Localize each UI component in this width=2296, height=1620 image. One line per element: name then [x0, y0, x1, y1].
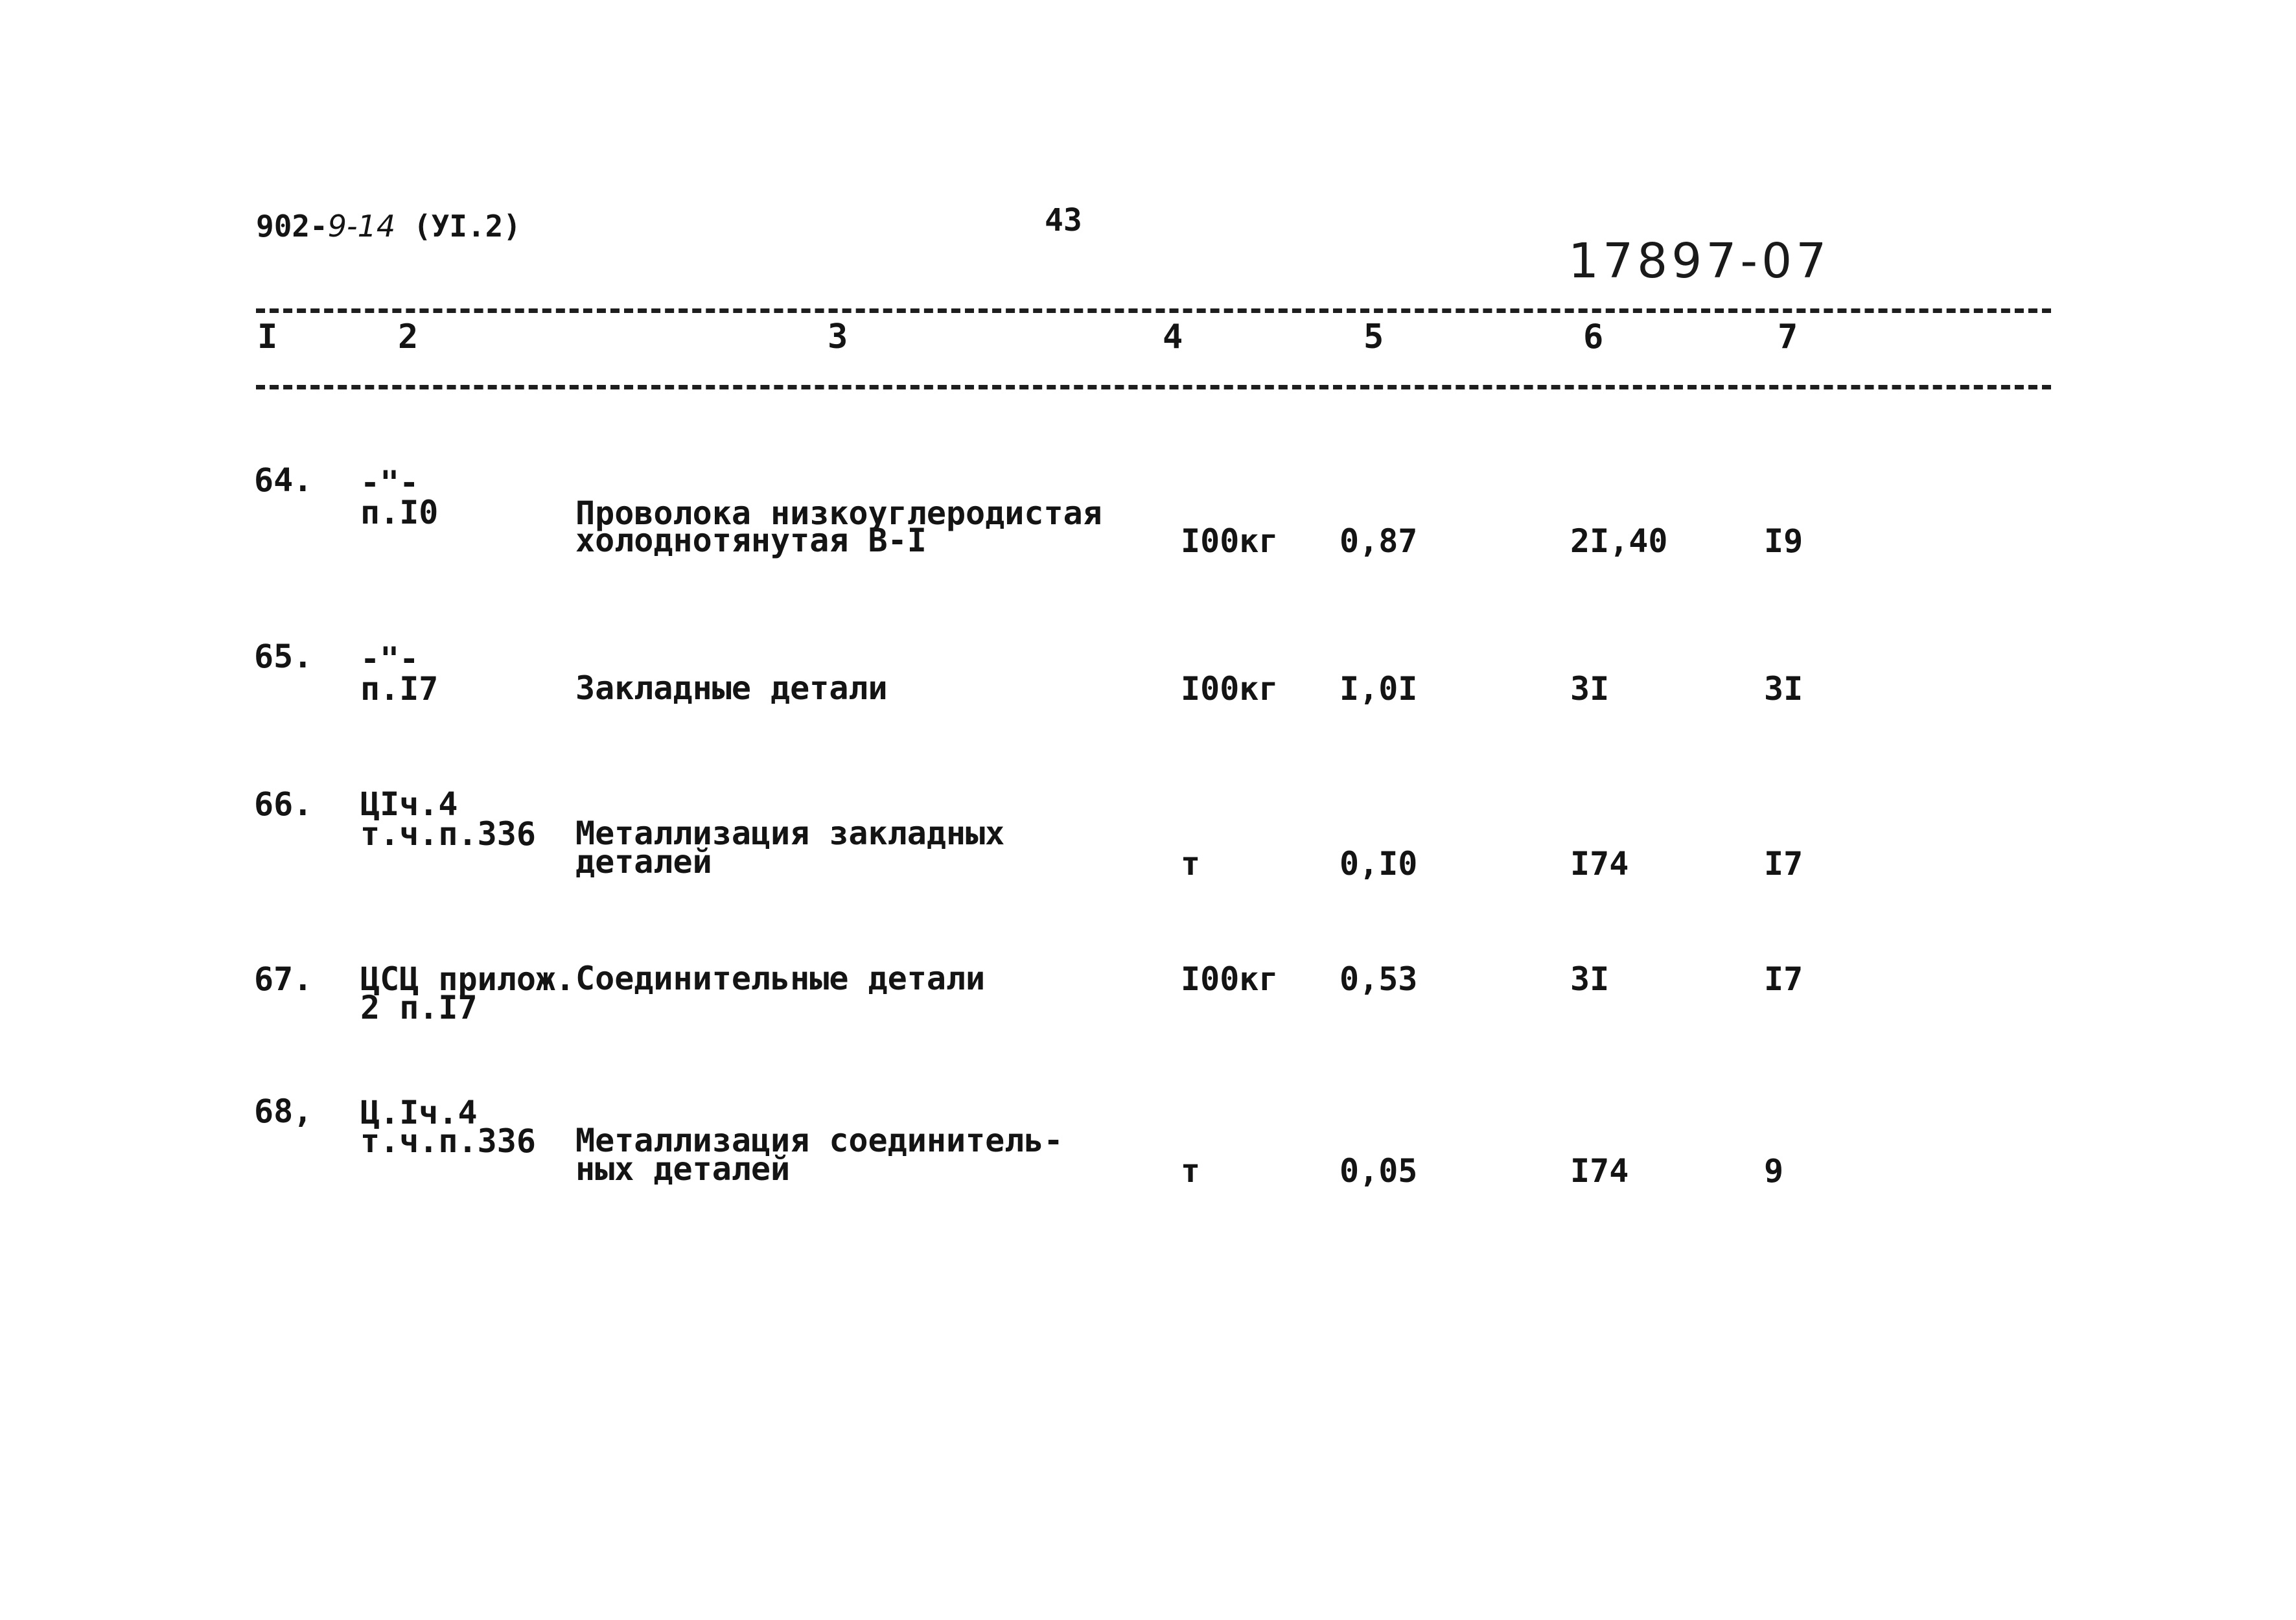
column-header-6: 6	[1583, 318, 1604, 356]
description-line-1: Металлизация соединитель-	[575, 1122, 1063, 1159]
row-number: 67.	[254, 960, 313, 998]
header-bottom-divider	[256, 385, 2051, 389]
reference-line-2: 2 п.I7	[360, 989, 478, 1026]
row-number: 64.	[254, 461, 313, 499]
reference-line-2: п.I7	[360, 670, 439, 708]
quantity: 0,05	[1339, 1152, 1418, 1190]
header-top-divider	[256, 308, 2051, 313]
description-line-1: Соединительные детали	[575, 960, 986, 997]
reference-line-1: Ц.Iч.4	[360, 1094, 478, 1131]
reference-line-2: т.ч.п.336	[360, 1122, 536, 1160]
document-code-prefix: 902-	[256, 209, 328, 244]
quantity: I,0I	[1339, 670, 1418, 708]
reference-line-1: -"-	[360, 640, 419, 678]
row-number: 65.	[254, 638, 313, 675]
description-line-2: деталей	[575, 843, 712, 881]
total: I7	[1764, 960, 1803, 998]
unit: I00кг	[1181, 522, 1279, 560]
price: I74	[1570, 1152, 1629, 1190]
quantity: 0,87	[1339, 522, 1418, 560]
column-header-3: 3	[828, 318, 848, 356]
quantity: 0,I0	[1339, 845, 1418, 883]
column-header-2: 2	[398, 318, 419, 356]
reference-line-1: -"-	[360, 464, 419, 502]
document-code-handwritten: 9-14	[327, 209, 396, 244]
unit: т	[1181, 1152, 1201, 1190]
price: 3I	[1570, 670, 1610, 708]
description-line-1: Металлизация закладных	[575, 815, 1005, 852]
document-code-suffix: (УI.2)	[395, 209, 522, 244]
quantity: 0,53	[1339, 960, 1418, 998]
description-line-1: Закладные детали	[575, 669, 888, 707]
price: 3I	[1570, 960, 1610, 998]
page-number: 43	[1045, 202, 1082, 238]
price: 2I,40	[1570, 522, 1668, 560]
reference-line-1: ЦСЦ прилож.	[360, 960, 575, 998]
reference-line-2: т.ч.п.336	[360, 815, 536, 853]
description-line-1: Проволока низкоуглеродистая	[575, 494, 1102, 532]
description-line-2: ных деталей	[575, 1150, 791, 1188]
price: I74	[1570, 845, 1629, 883]
row-number: 68,	[254, 1093, 313, 1130]
column-header-4: 4	[1163, 318, 1183, 356]
total: 3I	[1764, 670, 1803, 708]
reference-line-2: п.I0	[360, 494, 439, 531]
description-line-2: холоднотянутая В-I	[575, 522, 927, 559]
reference-line-1: ЦIч.4	[360, 785, 458, 823]
total: I7	[1764, 845, 1803, 883]
column-header-5: 5	[1363, 318, 1384, 356]
unit: I00кг	[1181, 960, 1279, 998]
column-header-7: 7	[1778, 318, 1798, 356]
unit: т	[1181, 845, 1201, 883]
total: 9	[1764, 1152, 1784, 1190]
column-header-1: I	[257, 318, 278, 356]
total: I9	[1764, 522, 1803, 560]
inventory-number-handwritten: 17897-07	[1568, 233, 1831, 289]
unit: I00кг	[1181, 670, 1279, 708]
document-code	[256, 209, 521, 244]
row-number: 66.	[254, 785, 313, 823]
